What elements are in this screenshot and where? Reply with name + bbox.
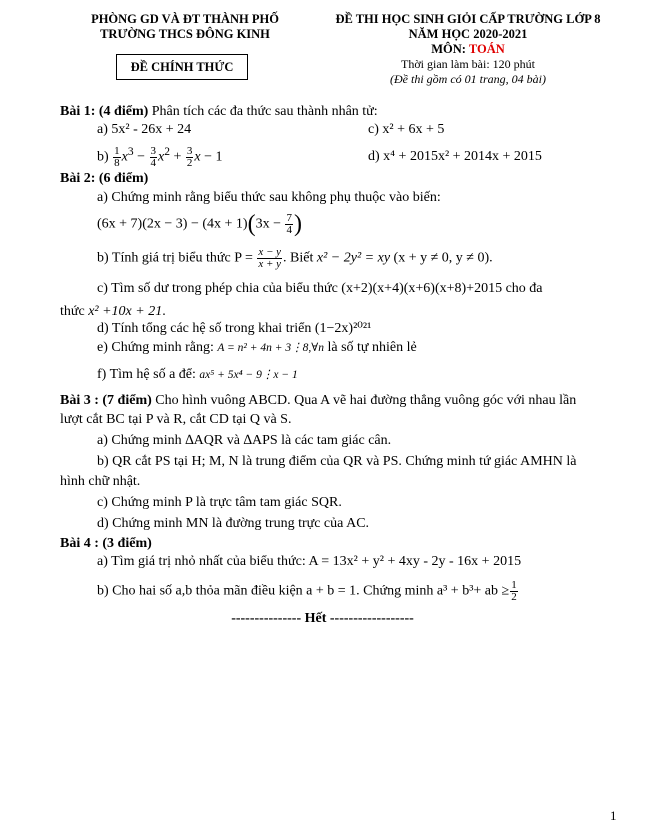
frac-x-minus-y-over-x-plus-y: $\frac{x - y}{x + y}$ xyxy=(258,246,282,270)
bai2-e: e) Chứng minh rằng: A = n² + 4n + 3⋮8,∀n là số tự nhiên lẻ xyxy=(97,340,417,355)
bai1-c: c) x² + 6x + 5 xyxy=(368,122,445,137)
frac-7-4: $\frac{7}{4}$ xyxy=(286,212,292,236)
bai3-a: a) Chứng minh ∆AQR và ∆APS là các tam giác cân. xyxy=(97,433,392,448)
bai3-c: c) Chứng minh P là trực tâm tam giác SQR. xyxy=(97,495,342,510)
subject-line: MÔN: TOÁN xyxy=(431,42,505,56)
bai4-heading: Bài 4 : (3 điểm) xyxy=(60,536,152,551)
bai1-a: a) 5x² - 26x + 24 xyxy=(97,122,192,137)
bai4-b: b) Cho hai số a,b thỏa mãn điều kiện a + b = 1. Chứng minh a³ + b³+ ab ≥ $\frac{1}{2}$ xyxy=(97,579,517,603)
header-right xyxy=(318,12,618,87)
bai3-b: b) QR cắt PS tại H; M, N là trung điểm của QR và PS. Chứng minh tứ giác AMHN là xyxy=(97,454,577,469)
bai2-b: b) Tính giá trị biểu thức P = $\frac{x - y}{x + y}$ . Biết x² − 2y² = xy (x + y ≠ 0, y ≠ 0). xyxy=(97,246,493,270)
bai2-a-expression: (6x + 7)(2x − 3) − (4x + 1)(3x − $\frac{7}{4}$ ) xyxy=(97,211,302,237)
bai1-heading: Bài 1: (4 điểm) Phân tích các đa thức sau thành nhân tử: xyxy=(60,104,378,119)
bai2-heading: Bài 2: (6 điểm) xyxy=(60,171,149,186)
bai2-c-cont: thức x² +10x + 21. xyxy=(60,304,166,319)
header-left xyxy=(60,12,310,42)
time-note: Thời gian làm bài: 120 phút xyxy=(401,57,535,71)
bai1-d: d) x⁴ + 2015x² + 2014x + 2015 xyxy=(368,149,542,164)
subject-value: TOÁN xyxy=(468,42,505,56)
page-number: 1 xyxy=(610,808,617,823)
bai2-f: f) Tìm hệ số a để: ax⁵ + 5x⁴ − 9⋮x − 1 xyxy=(97,367,298,382)
bai1-b: b) $\frac{1}{8}$ $x^3$ − $\frac{3}{4}$ $x^2$ + $\frac{3}{2}$ x − 1 xyxy=(97,144,223,169)
department-name: PHÒNG GD VÀ ĐT THÀNH PHỐ xyxy=(91,12,279,26)
bai2-d: d) Tính tổng các hệ số trong khai triển (1−2x)²⁰²¹ xyxy=(97,321,372,336)
end-mark: --------------- Hết ------------------ xyxy=(231,611,414,626)
frac-1-2: $\frac{1}{2}$ xyxy=(511,579,517,603)
exam-title: ĐỀ THI HỌC SINH GIỎI CẤP TRƯỜNG LỚP 8 xyxy=(335,12,601,26)
frac-3-2: $\frac{3}{2}$ xyxy=(186,144,193,169)
school-name: TRƯỜNG THCS ĐÔNG KINH xyxy=(100,27,270,41)
official-exam-box: ĐỀ CHÍNH THỨC xyxy=(116,54,248,80)
bai3-d: d) Chứng minh MN là đường trung trực của AC. xyxy=(97,516,370,531)
page-note: (Đề thi gồm có 01 trang, 04 bài) xyxy=(390,72,546,86)
bai2-c: c) Tìm số dư trong phép chia của biểu thức (x+2)(x+4)(x+6)(x+8)+2015 cho đa xyxy=(97,281,543,296)
bai2-a: a) Chứng minh rằng biểu thức sau không phụ thuộc vào biến: xyxy=(97,190,441,205)
bai3-prompt-cont: lượt cắt BC tại P và R, cắt CD tại Q và S. xyxy=(60,412,292,427)
school-year: NĂM HỌC 2020-2021 xyxy=(408,27,528,41)
bai3-b-cont: hình chữ nhật. xyxy=(60,474,141,489)
frac-1-8: $\frac{1}{8}$ xyxy=(114,144,120,169)
frac-3-4: $\frac{3}{4}$ xyxy=(150,144,157,169)
bai4-a: a) Tìm giá trị nhỏ nhất của biểu thức: A = 13x² + y² + 4xy - 2y - 16x + 2015 xyxy=(97,554,522,569)
bai3-heading: Bài 3 : (7 điểm) Cho hình vuông ABCD. Qua A vẽ hai đường thẳng vuông góc với nhau lần xyxy=(60,393,577,408)
